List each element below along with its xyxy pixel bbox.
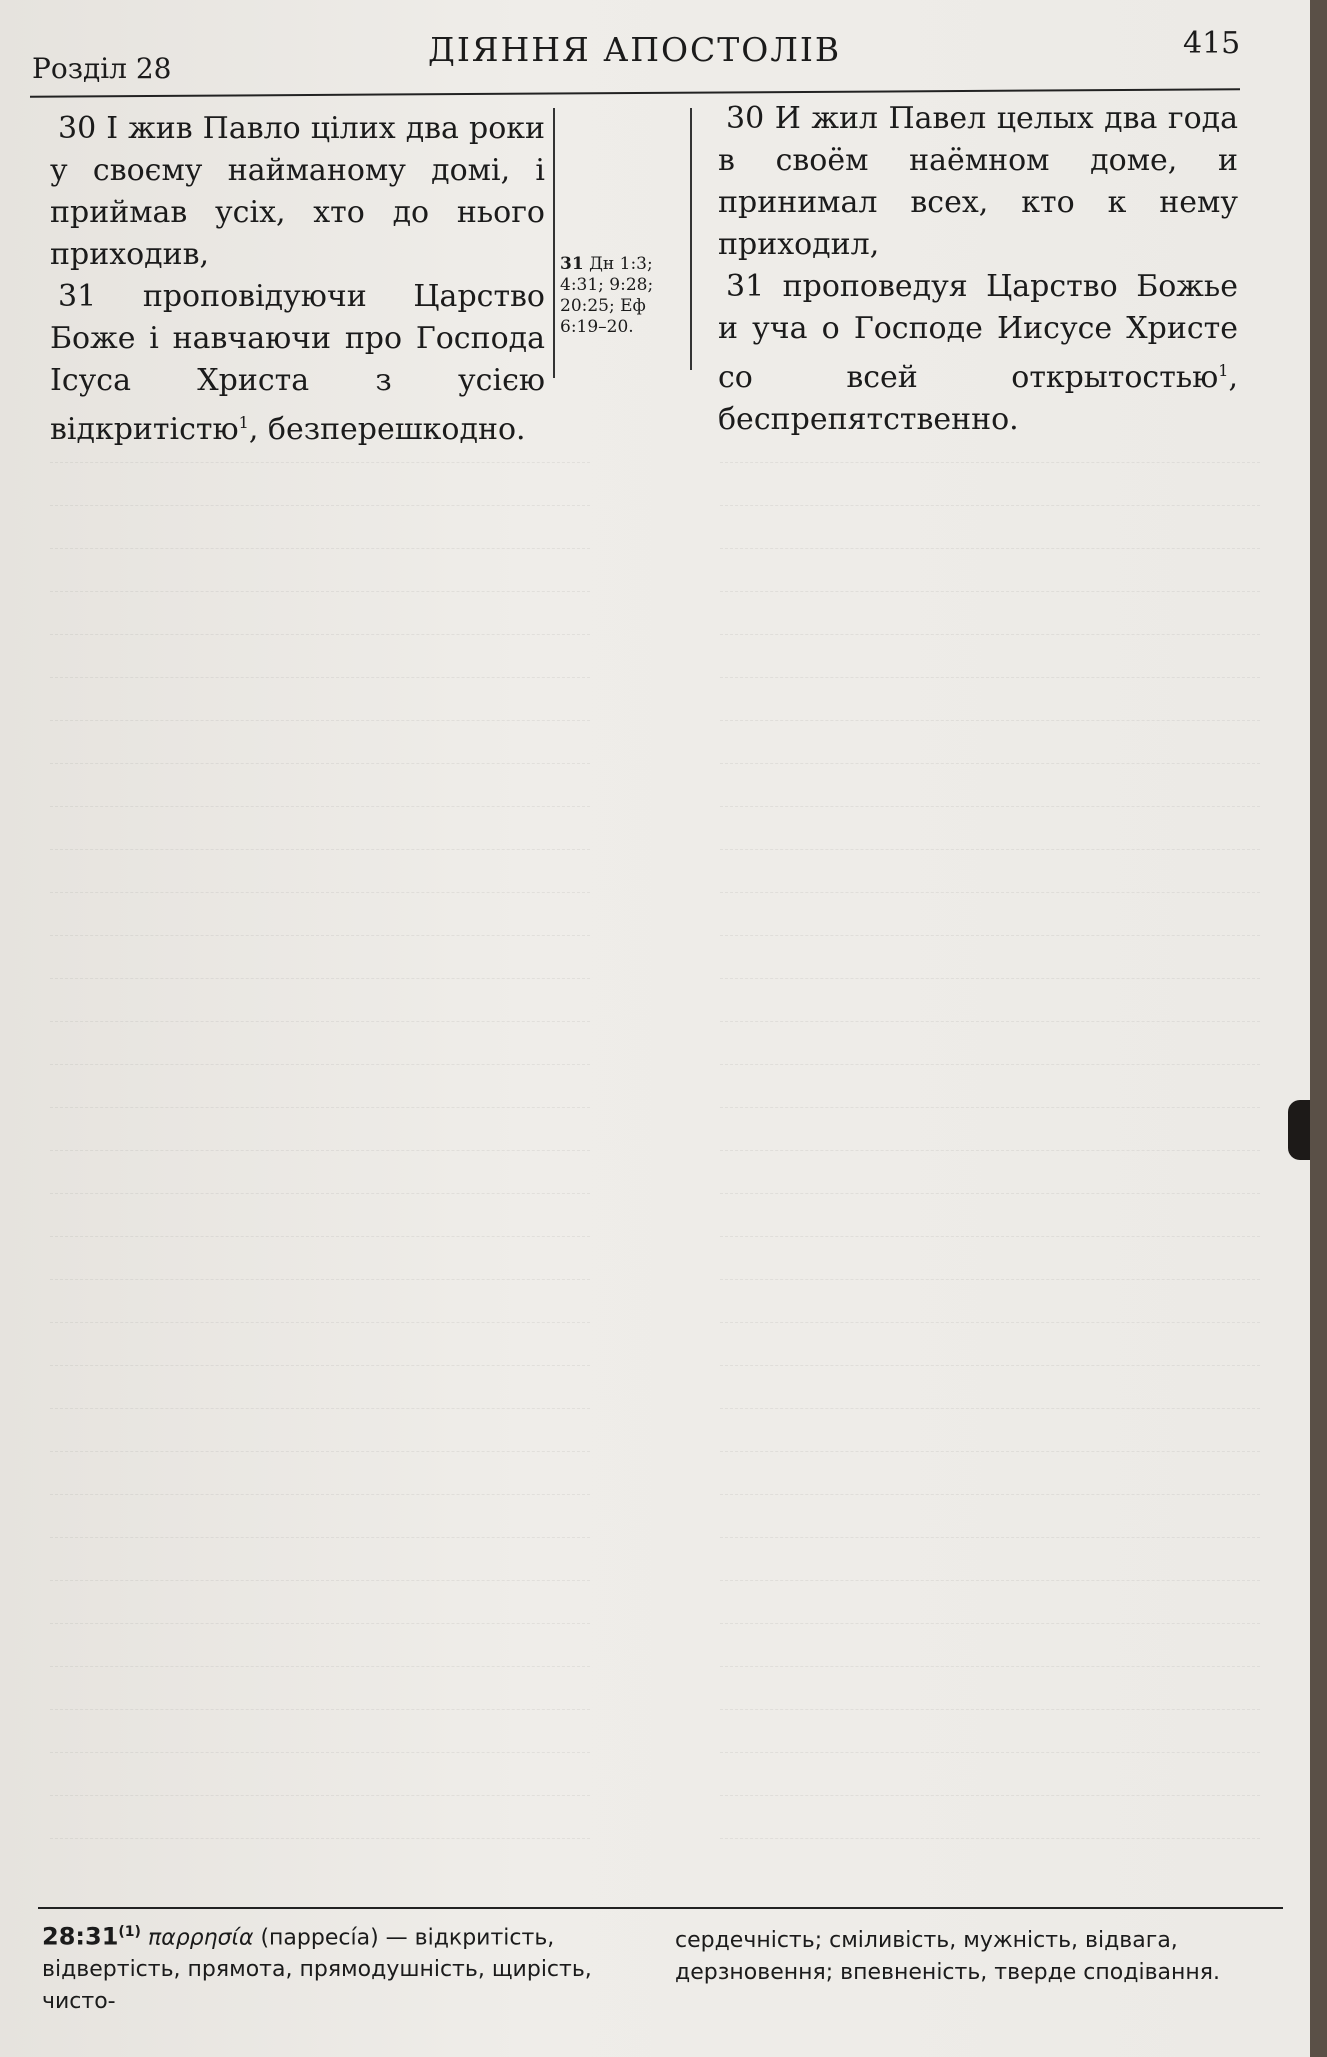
bleed-through-line <box>720 463 1260 506</box>
bleed-through-line <box>720 936 1260 979</box>
bleed-through-line <box>720 1839 1260 1860</box>
bleed-through-line <box>720 893 1260 936</box>
verse-text: проповедуя Царство Божье и уча о Господе Иисусе Христе со всей открытостью <box>718 269 1238 395</box>
bleed-through-line <box>720 1022 1260 1065</box>
greek-word: παρρησία <box>147 1925 254 1951</box>
bleed-through-line <box>720 1538 1260 1581</box>
footnote-right-column: сердечність; сміливість, мужність, відвага, дерзновення; впевненість, тверде сподівання. <box>675 1928 1221 1985</box>
verse-number: 30 <box>58 111 97 146</box>
verse-number: 31 <box>58 279 97 314</box>
bleed-through-line <box>50 1710 590 1753</box>
verse-number: 30 <box>726 101 765 136</box>
bleed-through-line <box>720 1065 1260 1108</box>
verse-text: проповідуючи Царство Боже і навчаючи про Господа Ісуса Христа з усією відкритістю <box>50 279 545 447</box>
bleed-through-line <box>50 764 590 807</box>
page-edge-shadow <box>1288 1100 1310 1160</box>
ukrainian-text-column <box>50 108 545 451</box>
bleed-through-line <box>50 936 590 979</box>
bleed-through-line <box>720 1194 1260 1237</box>
reference-verse-number: 31 <box>560 254 584 274</box>
footnote-marker[interactable]: 1 <box>238 413 249 432</box>
bleed-through-line <box>720 1495 1260 1538</box>
bleed-through-line <box>50 893 590 936</box>
bleed-through-line <box>50 1538 590 1581</box>
bleed-through-line <box>720 1624 1260 1667</box>
bleed-through-line <box>50 1280 590 1323</box>
cross-references <box>560 254 690 338</box>
header-rule <box>30 88 1240 97</box>
bleed-through-line <box>50 1667 590 1710</box>
bleed-through-line <box>720 1667 1260 1710</box>
verse-31-ukrainian <box>50 276 545 451</box>
verse-30-ukrainian <box>50 108 545 276</box>
bleed-through-line <box>50 1753 590 1796</box>
bleed-through-line <box>50 1237 590 1280</box>
footnote-reference: 28:31 <box>42 1922 119 1951</box>
bleed-through-line <box>720 1753 1260 1796</box>
reference-text: Дн 1:3; 4:31; 9:28; 20:25; Еф 6:19–20. <box>560 254 654 337</box>
footnote-rule <box>38 1907 1283 1909</box>
bleed-through-line <box>50 1839 590 1860</box>
bleed-through-line <box>50 1409 590 1452</box>
verse-number: 31 <box>726 269 765 304</box>
bleed-through-line <box>50 1065 590 1108</box>
verse-31-russian <box>718 266 1238 441</box>
bleed-through-line <box>50 850 590 893</box>
bleed-through-line <box>50 549 590 592</box>
bleed-through-line <box>720 678 1260 721</box>
bleed-through-line <box>50 979 590 1022</box>
bleed-through-line <box>720 1366 1260 1409</box>
bleed-through-line <box>50 635 590 678</box>
footnote-left-column <box>42 1916 642 2018</box>
bleed-through-line <box>50 1452 590 1495</box>
bleed-through-line <box>720 592 1260 635</box>
bleed-through-line <box>720 1796 1260 1839</box>
bleed-through-line <box>720 1151 1260 1194</box>
page-number: 415 <box>1183 26 1241 61</box>
bleed-through-line <box>720 1237 1260 1280</box>
bleed-through-line <box>50 1624 590 1667</box>
bleed-through-left <box>50 420 590 1860</box>
bleed-through-line <box>50 1108 590 1151</box>
bleed-through-line <box>50 1366 590 1409</box>
bleed-through-line <box>50 506 590 549</box>
bleed-through-line <box>720 1710 1260 1753</box>
book-title: ДІЯННЯ АПОСТОЛІВ <box>428 30 842 69</box>
transliteration: (парресі́а) <box>260 1925 379 1951</box>
bleed-through-line <box>720 1323 1260 1366</box>
chapter-header: Розділ 28 <box>32 52 172 85</box>
bleed-through-texture <box>30 420 1260 1860</box>
bleed-through-line <box>50 1323 590 1366</box>
bleed-through-line <box>720 807 1260 850</box>
bleed-through-line <box>720 850 1260 893</box>
bleed-through-right <box>720 420 1260 1860</box>
verse-30-russian <box>718 98 1238 266</box>
bleed-through-line <box>50 678 590 721</box>
bleed-through-line <box>720 721 1260 764</box>
bleed-through-line <box>50 1796 590 1839</box>
verse-text-end: , беспрепятственно. <box>718 360 1238 437</box>
bleed-through-line <box>720 506 1260 549</box>
bleed-through-line <box>50 1022 590 1065</box>
bleed-through-line <box>50 1581 590 1624</box>
bleed-through-line <box>720 1280 1260 1323</box>
russian-text-column <box>718 98 1238 441</box>
bleed-through-line <box>50 807 590 850</box>
bleed-through-line <box>720 1108 1260 1151</box>
bleed-through-line <box>50 1194 590 1237</box>
footnote-mark: (1) <box>118 1924 141 1940</box>
verse-text: І жив Павло цілих два роки у своєму найманому домі, і приймав усіх, хто до нього приходив, <box>50 111 546 272</box>
footnote-text-left: — відкритість, відвертість, прямота, прямодушність, щирість, чисто- <box>42 1925 592 2015</box>
bleed-through-line <box>720 764 1260 807</box>
bleed-through-line <box>720 1581 1260 1624</box>
verse-text: И жил Павел целых два года в своём наёмном доме, и принимал всех, кто к нему приходил, <box>718 101 1238 262</box>
bleed-through-line <box>50 1151 590 1194</box>
footnote-marker[interactable]: 1 <box>1218 361 1229 380</box>
bleed-through-line <box>720 979 1260 1022</box>
bleed-through-line <box>50 463 590 506</box>
bleed-through-line <box>50 721 590 764</box>
bleed-through-line <box>720 1452 1260 1495</box>
bleed-through-line <box>720 1409 1260 1452</box>
verse-text-end: , безперешкодно. <box>248 412 526 447</box>
column-divider-right <box>690 108 692 370</box>
bleed-through-line <box>50 1495 590 1538</box>
bleed-through-line <box>720 635 1260 678</box>
bleed-through-line <box>720 549 1260 592</box>
bleed-through-line <box>50 592 590 635</box>
column-divider-left <box>553 108 555 378</box>
